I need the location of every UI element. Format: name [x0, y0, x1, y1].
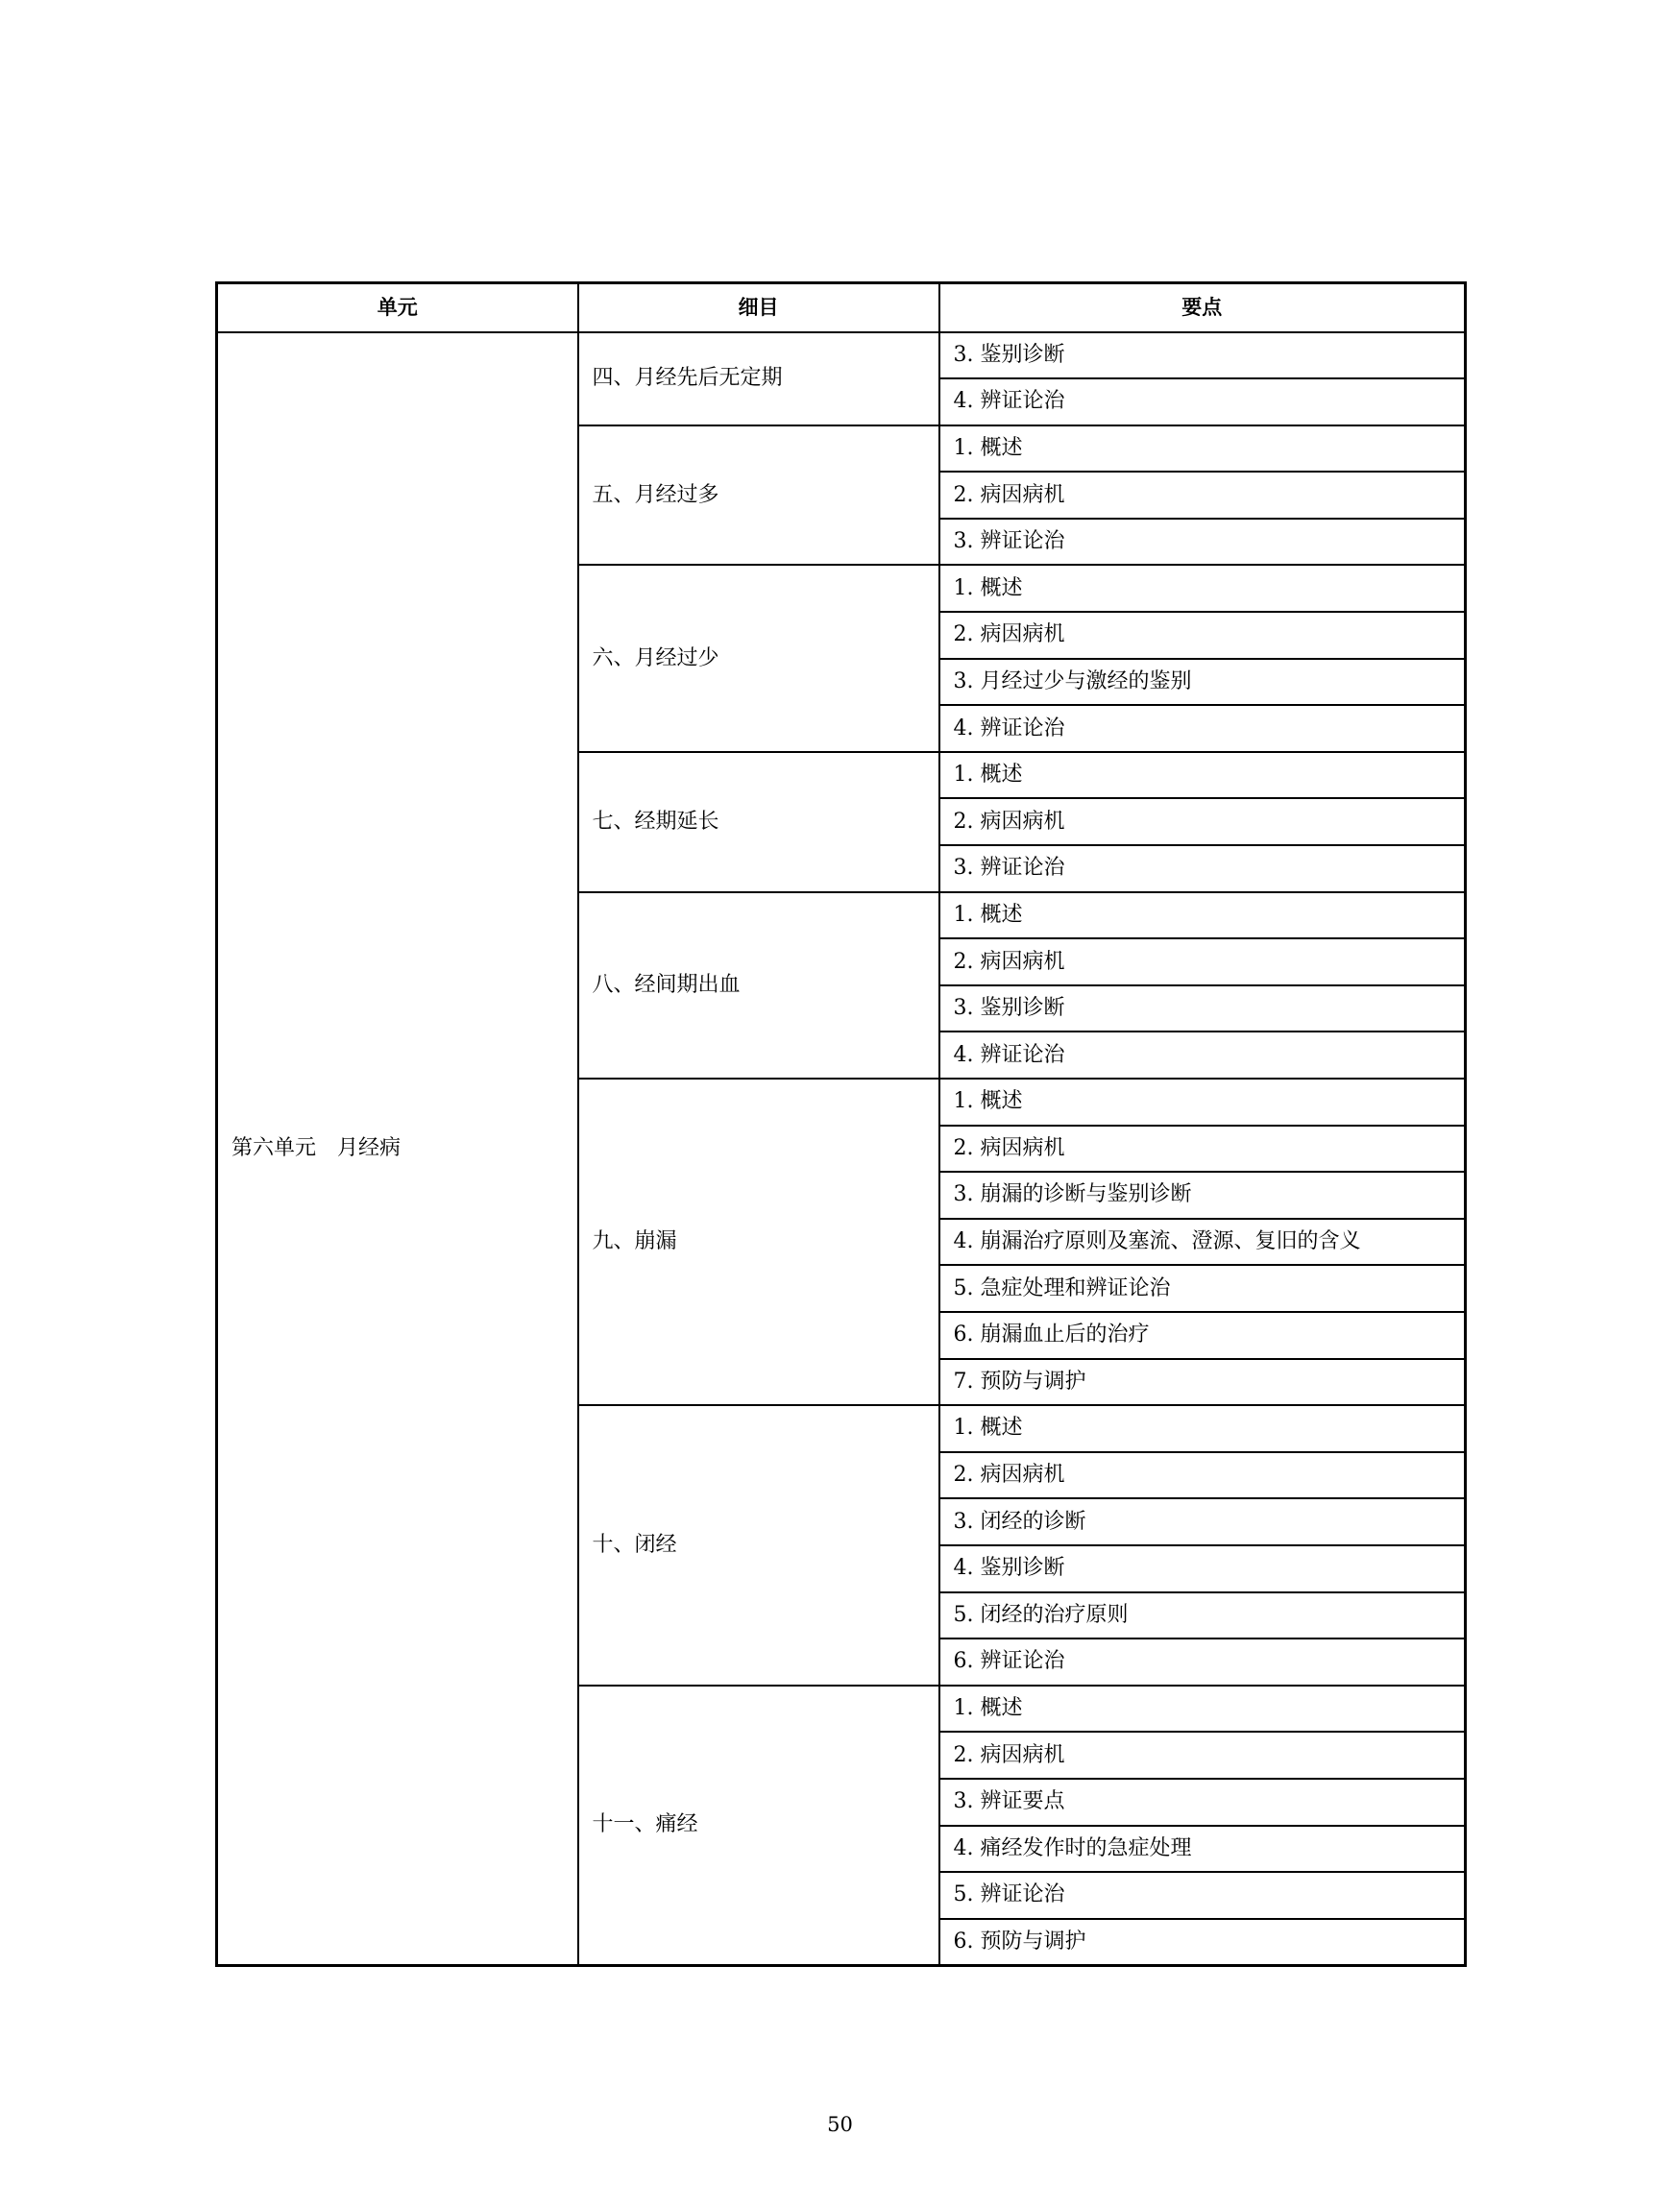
point-cell: 4. 辨证论治 [939, 705, 1466, 752]
point-cell: 6. 预防与调护 [939, 1919, 1466, 1966]
point-cell: 7. 预防与调护 [939, 1359, 1466, 1406]
page-number: 50 [827, 2113, 853, 2136]
point-cell: 3. 辨证论治 [939, 519, 1466, 566]
point-cell: 3. 闭经的诊断 [939, 1498, 1466, 1545]
syllabus-table [215, 281, 1467, 1967]
point-cell: 3. 崩漏的诊断与鉴别诊断 [939, 1172, 1466, 1219]
point-cell: 1. 概述 [939, 752, 1466, 799]
point-cell: 5. 辨证论治 [939, 1872, 1466, 1919]
point-cell: 4. 崩漏治疗原则及塞流、澄源、复旧的含义 [939, 1219, 1466, 1266]
point-cell: 2. 病因病机 [939, 938, 1466, 985]
point-cell: 4. 痛经发作时的急症处理 [939, 1826, 1466, 1873]
item-cell: 十一、痛经 [578, 1686, 939, 1966]
table-row [217, 332, 1466, 379]
point-cell: 3. 月经过少与激经的鉴别 [939, 659, 1466, 706]
point-cell: 4. 辨证论治 [939, 378, 1466, 425]
point-cell: 4. 鉴别诊断 [939, 1545, 1466, 1592]
point-cell: 5. 急症处理和辨证论治 [939, 1265, 1466, 1312]
header-item: 细目 [578, 283, 939, 332]
item-cell: 九、崩漏 [578, 1079, 939, 1405]
point-cell: 3. 鉴别诊断 [939, 985, 1466, 1032]
point-cell: 2. 病因病机 [939, 472, 1466, 519]
item-cell: 十、闭经 [578, 1405, 939, 1686]
item-cell: 四、月经先后无定期 [578, 332, 939, 425]
point-cell: 1. 概述 [939, 1405, 1466, 1452]
item-cell: 七、经期延长 [578, 752, 939, 892]
header-row [217, 283, 1466, 332]
point-cell: 3. 鉴别诊断 [939, 332, 1466, 379]
point-cell: 3. 辨证论治 [939, 845, 1466, 892]
point-cell: 6. 辨证论治 [939, 1639, 1466, 1686]
point-cell: 2. 病因病机 [939, 1452, 1466, 1499]
table-body [217, 332, 1466, 1966]
point-cell: 6. 崩漏血止后的治疗 [939, 1312, 1466, 1359]
point-cell: 2. 病因病机 [939, 612, 1466, 659]
unit-cell: 第六单元 月经病 [217, 332, 578, 1966]
point-cell: 4. 辨证论治 [939, 1032, 1466, 1079]
point-cell: 2. 病因病机 [939, 1732, 1466, 1779]
point-cell: 2. 病因病机 [939, 1126, 1466, 1173]
point-cell: 1. 概述 [939, 565, 1466, 612]
header-unit: 单元 [217, 283, 578, 332]
header-points: 要点 [939, 283, 1466, 332]
point-cell: 1. 概述 [939, 892, 1466, 939]
item-cell: 六、月经过少 [578, 565, 939, 751]
point-cell: 2. 病因病机 [939, 798, 1466, 845]
item-cell: 八、经间期出血 [578, 892, 939, 1079]
point-cell: 1. 概述 [939, 1686, 1466, 1733]
point-cell: 1. 概述 [939, 1079, 1466, 1126]
item-cell: 五、月经过多 [578, 425, 939, 566]
point-cell: 3. 辨证要点 [939, 1779, 1466, 1826]
point-cell: 1. 概述 [939, 425, 1466, 473]
point-cell: 5. 闭经的治疗原则 [939, 1592, 1466, 1639]
